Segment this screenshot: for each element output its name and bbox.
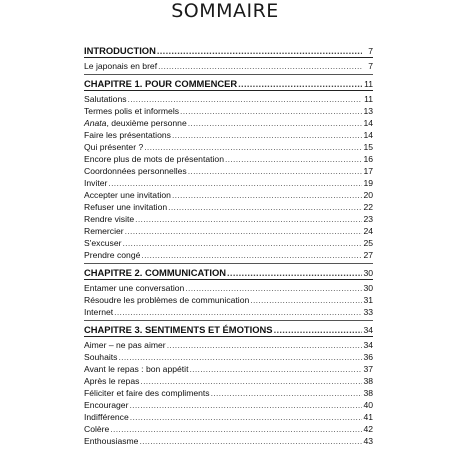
chapter-heading (84, 44, 373, 57)
dot-leader (125, 225, 362, 237)
dot-leader (122, 237, 362, 249)
toc-entry (84, 435, 373, 447)
entry-title-text: Rendre visite (84, 214, 135, 224)
entry-title (84, 165, 187, 177)
toc-entry (84, 177, 373, 189)
dot-leader (274, 323, 362, 336)
entry-title-text: Accepter une invitation (84, 190, 171, 200)
entry-title (84, 225, 124, 237)
entry-title-text: Encore plus de mots de présentation (84, 154, 224, 164)
toc-entry (84, 282, 373, 294)
dot-leader (118, 351, 362, 363)
entry-title (84, 399, 128, 411)
page-number: 30 (363, 268, 373, 278)
page-number: 16 (363, 154, 373, 164)
dot-leader (180, 105, 362, 117)
toc-entry (84, 339, 373, 351)
entry-title-text: S'excuser (84, 238, 122, 248)
dot-leader (141, 249, 362, 261)
toc-entry (84, 351, 373, 363)
toc-entry (84, 423, 373, 435)
entry-title (84, 423, 109, 435)
entry-title (84, 105, 179, 117)
page-number: 41 (363, 412, 373, 422)
toc-entry (84, 117, 373, 129)
page-number: 7 (368, 46, 373, 56)
entry-title (84, 201, 167, 213)
dot-leader (172, 189, 362, 201)
chapter-heading (84, 77, 373, 90)
entry-title-text: Le japonais en bref (84, 61, 158, 71)
heading-underline (84, 90, 373, 91)
page-title: SOMMAIRE (171, 0, 279, 22)
entry-title (84, 189, 171, 201)
entry-title (84, 129, 171, 141)
toc-entry (84, 105, 373, 117)
dot-leader (139, 435, 362, 447)
page-number: 38 (363, 388, 373, 398)
page-number: 38 (363, 376, 373, 386)
dot-leader (110, 423, 362, 435)
page-number: 7 (368, 61, 373, 71)
entry-title-italic: Anata (84, 118, 107, 128)
dot-leader (211, 387, 362, 399)
entry-title (84, 411, 129, 423)
dot-leader (140, 375, 362, 387)
entry-title-text: Salutations (84, 94, 127, 104)
entry-title-text: Avant le repas : bon appétit (84, 364, 189, 374)
toc-entry (84, 387, 373, 399)
entry-title (84, 117, 187, 129)
entry-title (84, 60, 157, 72)
toc-entry (84, 237, 373, 249)
heading-underline (84, 57, 373, 58)
toc-entry (84, 93, 373, 105)
toc-entry (84, 306, 373, 318)
chapter-heading (84, 323, 373, 336)
entry-title-text: Remercier (84, 226, 124, 236)
toc-entry (84, 363, 373, 375)
page-number: 11 (364, 94, 373, 104)
table-of-contents (84, 42, 373, 447)
toc-entry (84, 153, 373, 165)
chapter-title: CHAPITRE 1. POUR COMMENCER (84, 78, 238, 89)
toc-entry (84, 189, 373, 201)
dot-leader (108, 177, 362, 189)
entry-title-text: Coordonnées personnelles (84, 166, 187, 176)
entry-title-text: Qui présenter ? (84, 142, 144, 152)
entry-title-text: Indifférence (84, 412, 129, 422)
page-number: 36 (363, 352, 373, 362)
entry-title-text: Aimer – ne pas aimer (84, 340, 166, 350)
entry-title (84, 306, 113, 318)
entry-title (84, 249, 140, 261)
chapter-title: CHAPITRE 3. SENTIMENTS ET ÉMOTIONS (84, 324, 273, 335)
toc-entry (84, 60, 373, 72)
heading-underline (84, 336, 373, 337)
dot-leader (114, 306, 362, 318)
entry-title (84, 435, 138, 447)
page-number: 24 (363, 226, 373, 236)
page-number: 42 (363, 424, 373, 434)
page-number: 27 (363, 250, 373, 260)
page-number: 20 (363, 190, 373, 200)
entry-title-text: Après le repas (84, 376, 140, 386)
toc-entry (84, 141, 373, 153)
dot-leader (129, 399, 362, 411)
entry-title-text: Internet (84, 307, 114, 317)
entry-title-text: Féliciter et faire des compliments (84, 388, 210, 398)
page-number: 14 (363, 130, 373, 140)
entry-title-text: Colère (84, 424, 110, 434)
dot-leader (188, 117, 362, 129)
entry-title-text: Résoudre les problèmes de communication (84, 295, 250, 305)
entry-title (84, 141, 143, 153)
entry-title-text: Faire les présentations (84, 130, 171, 140)
heading-underline (84, 279, 373, 280)
entry-title (84, 339, 166, 351)
dot-leader (167, 339, 362, 351)
chapter-title: INTRODUCTION (84, 45, 156, 56)
page-number: 40 (363, 400, 373, 410)
dot-leader (227, 266, 362, 279)
entry-title-text: Inviter (84, 178, 108, 188)
entry-title (84, 351, 117, 363)
entry-title (84, 153, 224, 165)
page-number: 22 (363, 202, 373, 212)
entry-title-text: Souhaits (84, 352, 118, 362)
toc-entry (84, 201, 373, 213)
dot-leader (188, 165, 362, 177)
entry-title (84, 363, 188, 375)
page-number: 23 (363, 214, 373, 224)
toc-entry (84, 294, 373, 306)
entry-title (84, 282, 184, 294)
page-number: 25 (363, 238, 373, 248)
dot-leader (172, 129, 362, 141)
dot-leader (168, 201, 362, 213)
entry-title-text: Refuser une invitation (84, 202, 168, 212)
entry-title (84, 375, 139, 387)
toc-entry (84, 213, 373, 225)
page-number: 11 (364, 79, 373, 89)
page-number: 33 (363, 307, 373, 317)
dot-leader (128, 93, 362, 105)
entry-title (84, 93, 127, 105)
section-divider (84, 74, 373, 75)
dot-leader (185, 282, 362, 294)
page-number: 14 (363, 118, 373, 128)
dot-leader (225, 153, 362, 165)
toc-entry (84, 411, 373, 423)
page-number: 31 (363, 295, 373, 305)
dot-leader (250, 294, 362, 306)
dot-leader (144, 141, 362, 153)
toc-entry (84, 129, 373, 141)
section-divider (84, 263, 373, 264)
page-number: 15 (363, 142, 373, 152)
entry-title-text: Prendre congé (84, 250, 141, 260)
entry-title-text: Enthousiasme (84, 436, 139, 446)
entry-title (84, 177, 107, 189)
entry-title-text: Termes polis et informels (84, 106, 180, 116)
dot-leader (130, 411, 362, 423)
section-divider (84, 320, 373, 321)
entry-title (84, 213, 134, 225)
toc-entry (84, 399, 373, 411)
chapter-title: CHAPITRE 2. COMMUNICATION (84, 267, 227, 278)
dot-leader (158, 60, 362, 72)
dot-leader (157, 44, 362, 57)
entry-title (84, 237, 121, 249)
entry-title-text: Encourager (84, 400, 129, 410)
page-number: 13 (363, 106, 373, 116)
dot-leader (189, 363, 362, 375)
toc-entry (84, 225, 373, 237)
entry-title (84, 294, 249, 306)
chapter-heading (84, 266, 373, 279)
toc-entry (84, 165, 373, 177)
page-number: 19 (363, 178, 373, 188)
page-number: 17 (363, 166, 373, 176)
page-number: 37 (363, 364, 373, 374)
toc-entry (84, 249, 373, 261)
dot-leader (238, 77, 362, 90)
toc-entry (84, 375, 373, 387)
page-number: 43 (363, 436, 373, 446)
entry-title-text: Entamer une conversation (84, 283, 185, 293)
page-number: 34 (363, 325, 373, 335)
entry-title (84, 387, 210, 399)
dot-leader (135, 213, 362, 225)
page-number: 30 (363, 283, 373, 293)
page-number: 34 (363, 340, 373, 350)
entry-title-text: , deuxième personne (106, 118, 187, 128)
